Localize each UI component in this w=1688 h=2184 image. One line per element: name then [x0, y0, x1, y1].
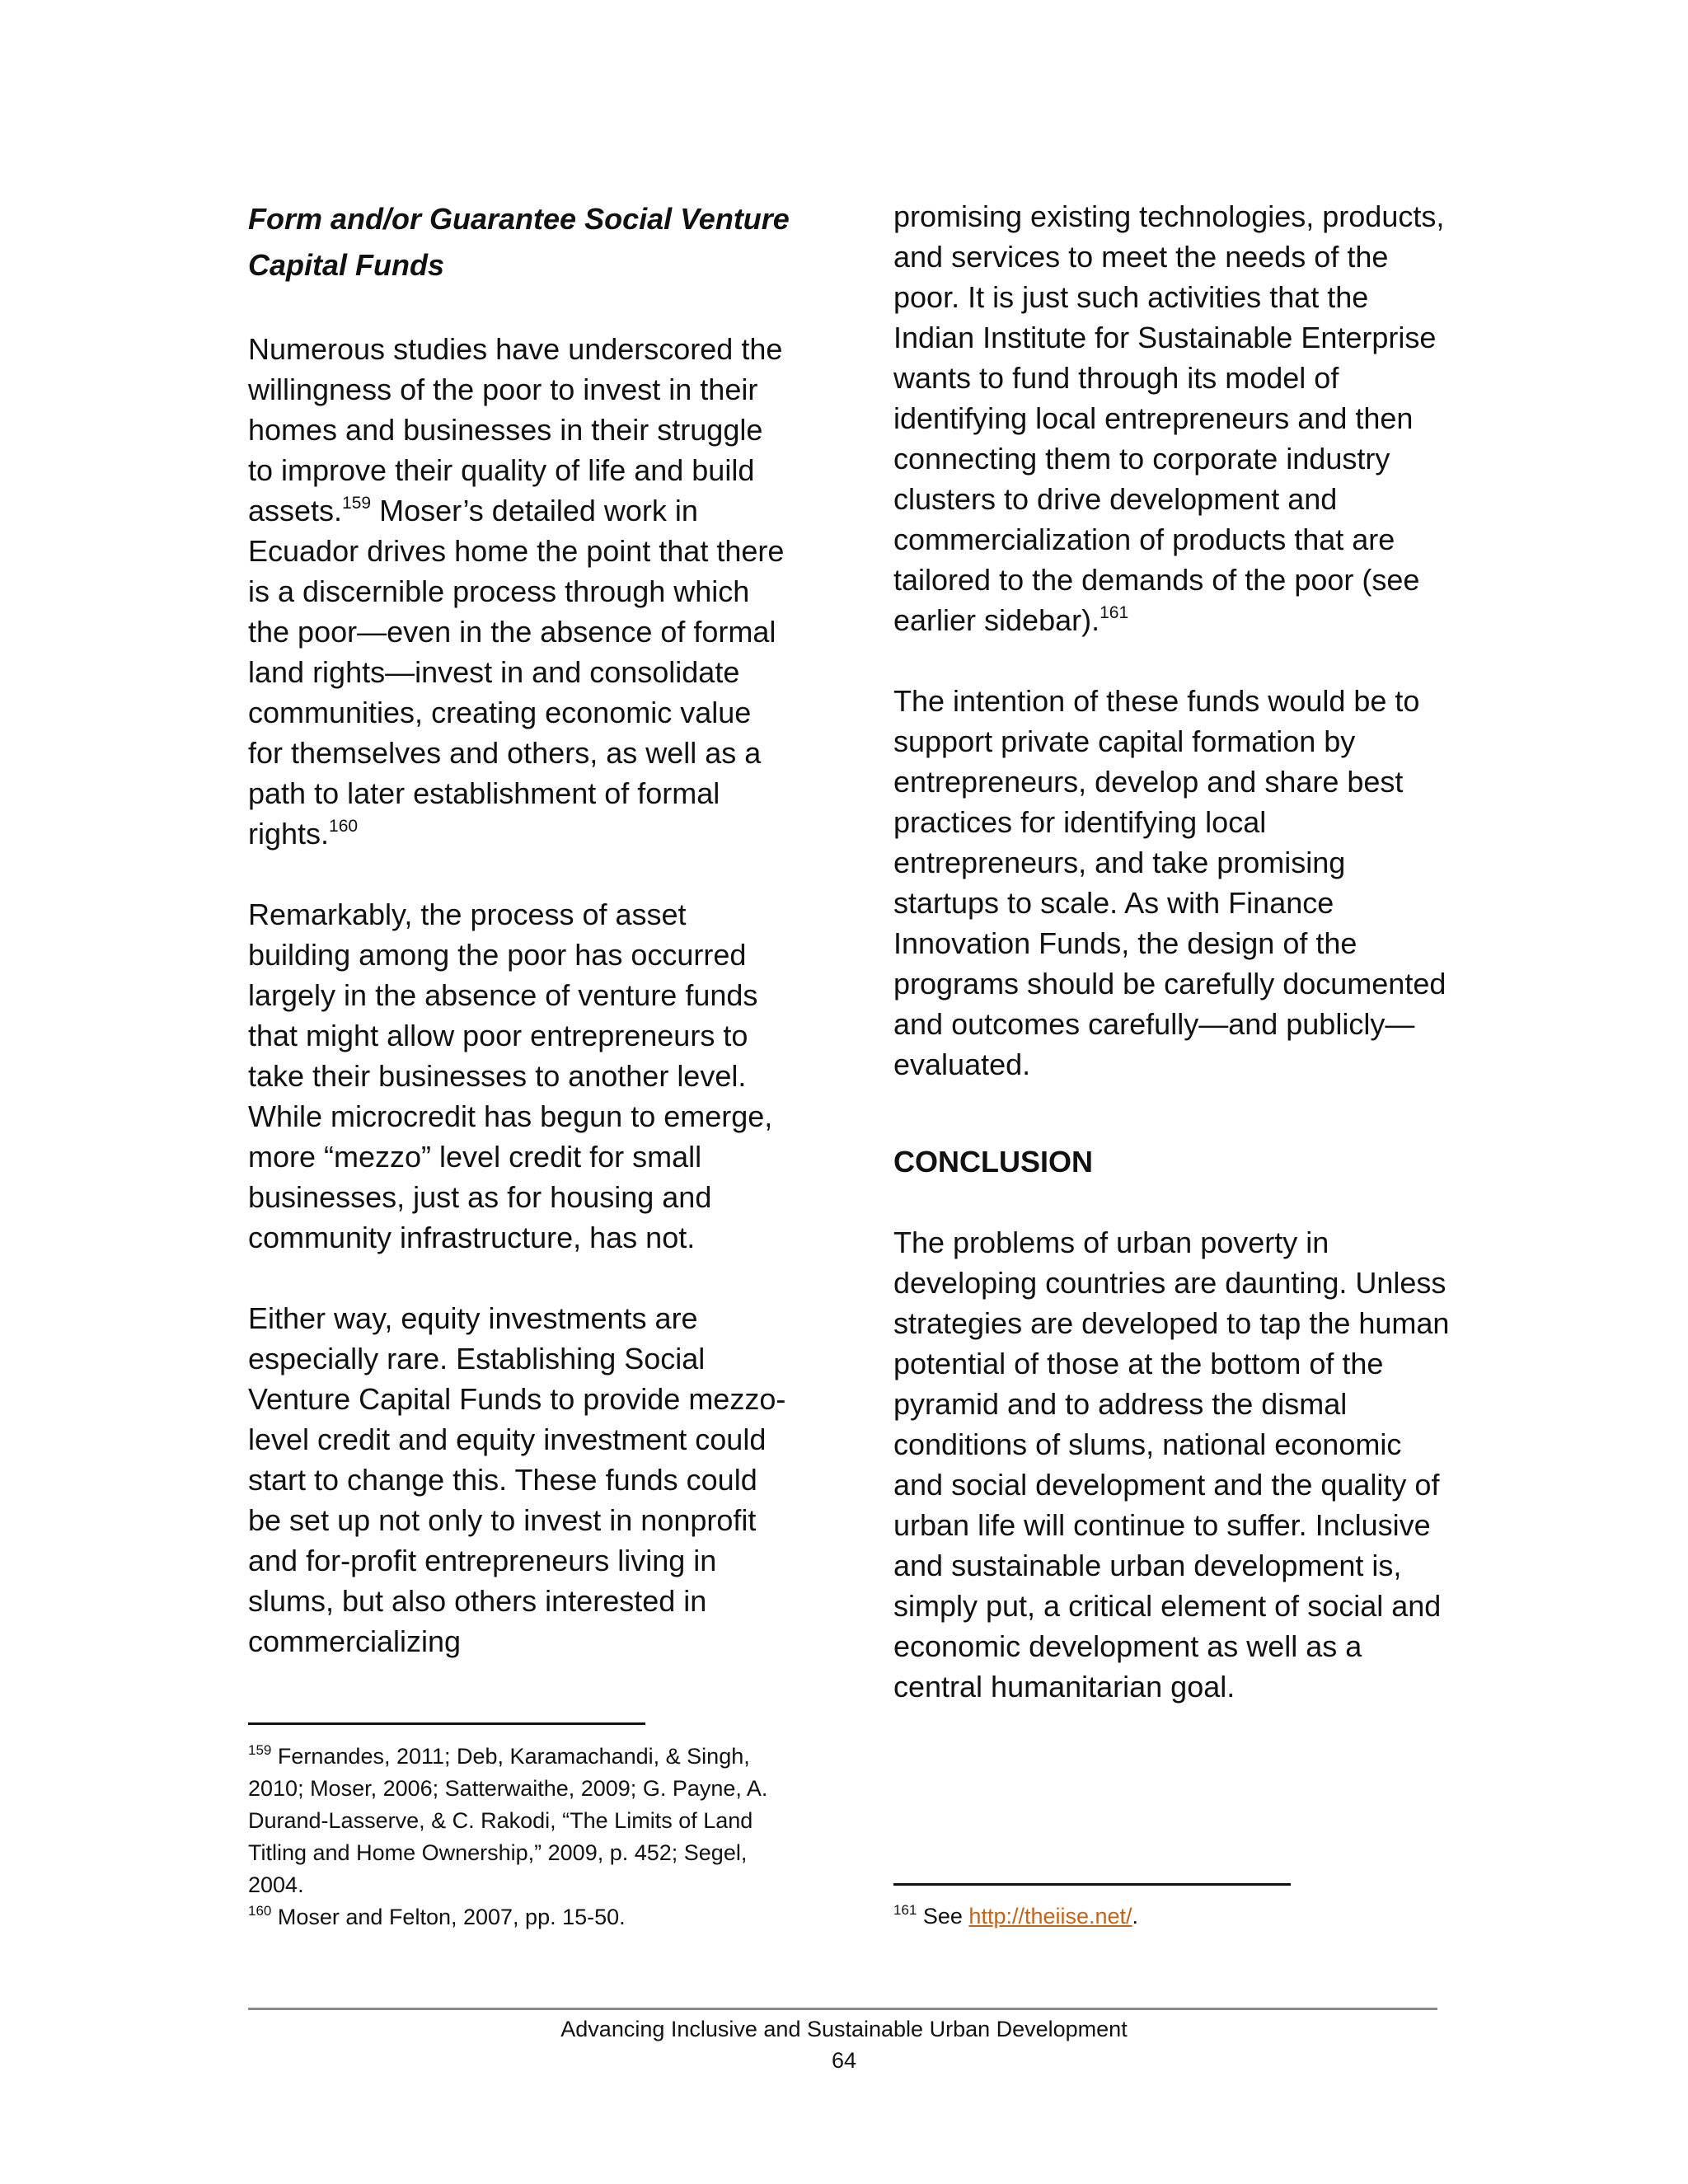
section-heading: Form and/or Guarantee Social Venture Capital Funds: [248, 202, 790, 282]
paragraph-remarkably: Remarkably, the process of asset building among the poor has occurred largely in the absence of venture funds that might allow poor entrepreneurs to take their businesses to another level. While microcredit has begun to emerge, more “mezzo” level credit for small businesses, just as for housing and community infrastructure, has not.: [248, 898, 773, 1254]
footer-rule: [248, 2008, 1437, 2010]
footnote-number: 160: [248, 1903, 272, 1919]
footnote-ref-160[interactable]: 160: [329, 817, 359, 836]
footnotes-right: [893, 1900, 1454, 1933]
paragraph-assets: [248, 329, 792, 854]
footnote-number: 159: [248, 1742, 272, 1758]
right-column: [893, 196, 1454, 1707]
footnote-text: Fernandes, 2011; Deb, Karamachandi, & Singh, 2010; Moser, 2006; Satterwaithe, 2009; G. Payne, A. Durand-Lasserve, & C. Rakodi, “The Limits of Land Titling and Home Ownership,” 2009, p. 452; Segel, 2004.: [248, 1744, 768, 1897]
paragraph-continued: [893, 196, 1454, 640]
footnote-ref-161[interactable]: 161: [1100, 603, 1129, 622]
footnote-161: [893, 1900, 1454, 1933]
footnote-separator: [893, 1883, 1291, 1886]
footnote-text: Moser and Felton, 2007, pp. 15-50.: [271, 1905, 626, 1929]
conclusion-heading: CONCLUSION: [893, 1145, 1093, 1179]
paragraph-text: Moser’s detailed work in Ecuador drives home the point that there is a discernible process through which the poor—even in the absence of formal land rights—invest in and consolidate communities, creating economic value for themselves and others, as well as a path to later establishment of formal rights.: [248, 494, 785, 851]
paragraph-conclusion: The problems of urban poverty in developing countries are daunting. Unless strategies are developed to tap the human potential of those at the bottom of the pyramid and to address the dismal conditions of slums, national economic and social development and the quality of urban life will continue to suffer. Inclusive and sustainable urban development is, simply put, a critical element of social and economic development as well as a central humanitarian goal.: [893, 1226, 1450, 1704]
footnote-ref-159[interactable]: 159: [342, 494, 372, 513]
footnote-number: 161: [893, 1902, 917, 1918]
paragraph-text: promising existing technologies, products, and services to meet the needs of the poor. It is just such activities that the Indian Institute for Sustainable Enterprise wants to fund through its model of identifying local entrepreneurs and then connecting them to corporate industry clusters to drive development and commercialization of products that are tailored to the demands of the poor (see earlier sidebar).: [893, 199, 1445, 637]
paragraph-intention: The intention of these funds would be to support private capital formation by entrepreneurs, develop and share best practices for identifying local entrepreneurs, and take promising startups to scale. As with Finance Innovation Funds, the design of the programs should be carefully documented and outcomes carefully—and publicly—evaluated.: [893, 684, 1447, 1081]
footnote-separator: [248, 1722, 645, 1725]
footnote-text: See: [917, 1904, 969, 1929]
paragraph-equity: Either way, equity investments are especially rare. Establishing Social Venture Capital Funds to provide mezzo-level credit and equity investment could start to change this. These funds could be set up not only to invest in nonprofit and for-profit entrepreneurs living in slums, but also others interested in commercializing: [248, 1301, 786, 1658]
footnote-text: .: [1132, 1904, 1139, 1929]
footnote-159: [248, 1741, 792, 1901]
paragraph-text: Numerous studies have underscored the willingness of the poor to invest in their homes and businesses in their struggle to improve their quality of life and build assets.: [248, 332, 783, 527]
left-column: [248, 196, 792, 1661]
footnotes-left: [248, 1741, 792, 1933]
footnote-link[interactable]: http://theiise.net/: [968, 1904, 1132, 1929]
footnote-160: [248, 1901, 792, 1933]
page-number: 64: [831, 2048, 857, 2073]
footer-title: Advancing Inclusive and Sustainable Urban Development: [560, 2017, 1128, 2041]
